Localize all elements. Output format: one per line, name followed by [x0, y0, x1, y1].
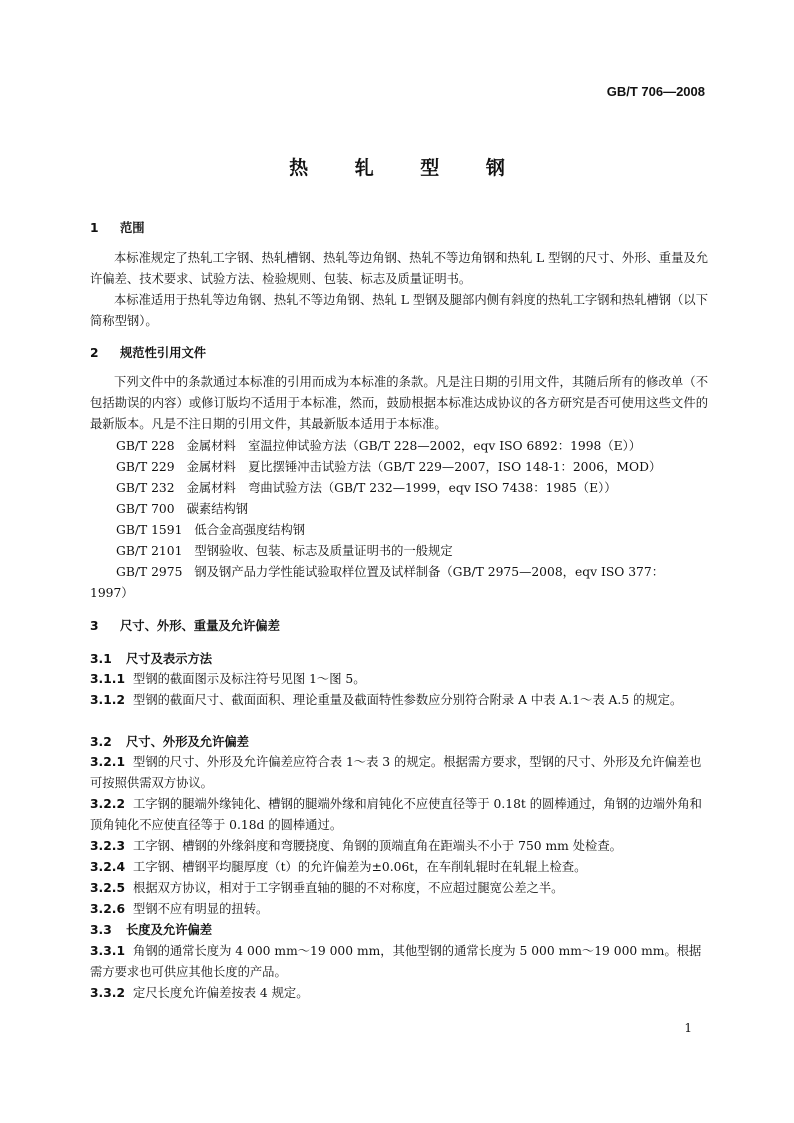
reference-item [90, 499, 734, 520]
reference-title: 钢及钢产品力学性能试验取样位置及试样制备（GB/T 2975—2008，eqv ISO 377： [194, 565, 664, 579]
subsection-number: 3.1 [90, 652, 112, 666]
subsection-title: 长度及允许偏差 [126, 923, 213, 937]
reference-item [90, 562, 734, 583]
clause-number: 3.2.3 [90, 839, 126, 853]
clause [90, 857, 708, 878]
clause-number: 3.1.2 [90, 693, 126, 707]
reference-title: 低合金高强度结构钢 [194, 523, 306, 537]
paragraph: 本标准规定了热轧工字钢、热轧槽钢、热轧等边角钢、热轧不等边角钢和热轧 L 型钢的尺寸、外形、重量及允许偏差、技术要求、试验方法、检验规则、包装、标志及质量证明书。 [90, 251, 708, 286]
clause-text: 型钢的截面图示及标注符号见图 1～图 5。 [133, 672, 366, 686]
clause-number: 3.2.4 [90, 860, 126, 874]
page-number: 1 [684, 1021, 692, 1035]
clause [90, 690, 708, 711]
clause-text: 型钢不应有明显的扭转。 [133, 902, 269, 916]
clause-text: 定尺长度允许偏差按表 4 规定。 [133, 986, 309, 1000]
paragraph: 本标准适用于热轧等边角钢、热轧不等边角钢、热轧 L 型钢及腿部内侧有斜度的热轧工字钢和热轧槽钢（以下简称型钢）。 [90, 293, 708, 328]
clause-text: 角钢的通常长度为 4 000 mm～19 000 mm，其他型钢的通常长度为 5 000 mm～19 000 mm。根据需方要求也可供应其他长度的产品。 [90, 944, 702, 979]
clause-text: 工字钢、槽钢平均腿厚度（t）的允许偏差为±0.06t，在车削轧辊时在轧辊上检查。 [133, 860, 587, 874]
reference-item [90, 541, 734, 562]
clause [90, 794, 708, 836]
clause [90, 941, 708, 983]
reference-continuation: 1997） [90, 586, 134, 600]
reference-code: GB/T 229 [116, 460, 175, 474]
section-3-heading [90, 616, 708, 637]
reference-code: GB/T 232 [116, 481, 175, 495]
standard-number: GB/T 706—2008 [606, 84, 705, 99]
section-title: 范围 [120, 221, 145, 235]
clause-text: 工字钢、槽钢的外缘斜度和弯腰挠度、角钢的顶端直角在距端头不小于 750 mm 处检查。 [133, 839, 622, 853]
clause [90, 836, 708, 857]
section-number: 2 [90, 346, 99, 360]
clause [90, 669, 708, 690]
reference-title: 碳素结构钢 [186, 502, 249, 516]
clause [90, 899, 708, 920]
clause-text: 型钢的尺寸、外形及允许偏差应符合表 1～表 3 的规定。根据需方要求，型钢的尺寸、外形及允许偏差也可按照供需双方协议。 [90, 755, 702, 790]
reference-code: GB/T 2101 [116, 544, 183, 558]
reference-item [90, 478, 734, 499]
reference-item [90, 520, 734, 541]
reference-code: GB/T 1591 [116, 523, 183, 537]
section-1-heading [90, 218, 708, 239]
reference-title: 金属材料 室温拉伸试验方法（GB/T 228—2002，eqv ISO 6892：1998（E）） [186, 439, 642, 453]
reference-code: GB/T 2975 [116, 565, 183, 579]
reference-item [90, 457, 734, 478]
subsection-3-3-heading [90, 920, 708, 941]
subsection-3-1-heading [90, 649, 708, 670]
clause-text: 根据双方协议，相对于工字钢垂直轴的腿的不对称度，不应超过腿宽公差之半。 [133, 881, 564, 895]
subsection-3-2-heading [90, 732, 708, 753]
clause-number: 3.2.6 [90, 902, 126, 916]
reference-title: 金属材料 夏比摆锤冲击试验方法（GB/T 229—2007，ISO 148-1：2006，MOD） [186, 460, 662, 474]
paragraph: 下列文件中的条款通过本标准的引用而成为本标准的条款。凡是注日期的引用文件，其随后所有的修改单（不包括勘误的内容）或修订版均不适用于本标准，然而，鼓励根据本标准达成协议的各方研究是否可使用这些文件的最新版本。凡是不注日期的引用文件，其最新版本适用于本标准。 [90, 375, 708, 431]
clause [90, 752, 708, 794]
document-title: 热 轧 型 钢 [289, 157, 525, 179]
clause [90, 878, 708, 899]
section-number: 3 [90, 619, 99, 633]
reference-item [90, 436, 734, 457]
section-number: 1 [90, 221, 99, 235]
section-title: 规范性引用文件 [120, 346, 207, 360]
clause-number: 3.2.5 [90, 881, 126, 895]
reference-code: GB/T 700 [116, 502, 175, 516]
clause-number: 3.3.1 [90, 944, 126, 958]
reference-title: 型钢验收、包装、标志及质量证明书的一般规定 [194, 544, 453, 558]
section-2-heading [90, 343, 708, 364]
reference-title: 金属材料 弯曲试验方法（GB/T 232—1999，eqv ISO 7438：1985（E）） [186, 481, 617, 495]
subsection-number: 3.3 [90, 923, 112, 937]
reference-code: GB/T 228 [116, 439, 175, 453]
clause-number: 3.2.1 [90, 755, 126, 769]
clause-text: 型钢的截面尺寸、截面面积、理论重量及截面特性参数应分别符合附录 A 中表 A.1～表 A.5 的规定。 [133, 693, 683, 707]
clause [90, 983, 708, 1004]
clause-text: 工字钢的腿端外缘钝化、槽钢的腿端外缘和肩钝化不应使直径等于 0.18t 的圆棒通过，角钢的边端外角和顶角钝化不应使直径等于 0.18d 的圆棒通过。 [90, 797, 702, 832]
clause-number: 3.1.1 [90, 672, 126, 686]
clause-number: 3.2.2 [90, 797, 126, 811]
subsection-title: 尺寸及表示方法 [126, 652, 213, 666]
subsection-number: 3.2 [90, 735, 112, 749]
subsection-title: 尺寸、外形及允许偏差 [126, 735, 249, 749]
section-title: 尺寸、外形、重量及允许偏差 [120, 619, 280, 633]
clause-number: 3.3.2 [90, 986, 126, 1000]
